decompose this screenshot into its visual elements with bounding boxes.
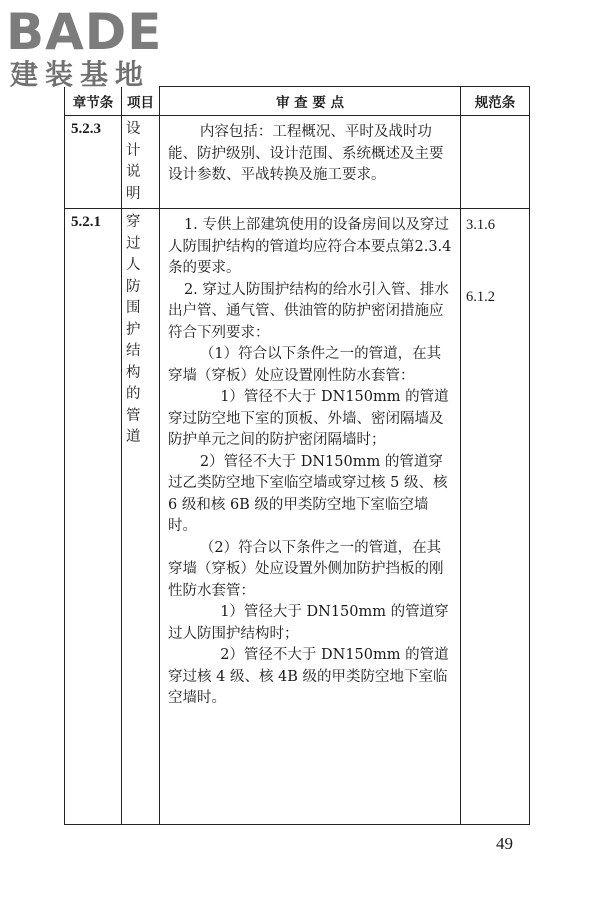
review-points-cell [160,209,461,825]
spec-clause-cell [461,209,530,825]
item-cell: 设计说明 [122,116,160,209]
content-paragraph: 1）管径大于 DN150mm 的管道穿过人防围护结构时； [168,604,449,642]
section-cell: 5.2.3 [65,116,122,209]
logo-subtitle: 建装基地 [10,58,151,91]
header-review-points: 审 查 要 点 [160,87,461,116]
spec-clause-ref: 6.1.2 [466,289,495,305]
logo-brand-text: BADE [6,3,163,61]
content-paragraph: 1）管径不大于 DN150mm 的管道穿过防空地下室的顶板、外墙、密闭隔墙及防护单元之间的防护密闭隔墙时； [168,389,449,448]
review-table [64,86,530,825]
table-row [65,116,530,209]
content-paragraph: 2. 穿过人防围护结构的给水引入管、排水出户管、通气管、供油管的防护密闭措施应符合下列要求： [168,281,449,341]
header-item: 项目 [122,87,160,116]
header-spec-clause: 规范条 [461,87,530,116]
review-points-cell [160,116,461,209]
item-cell: 穿过人防围护结构的管道 [122,209,160,825]
section-cell: 5.2.1 [65,209,122,825]
content-paragraph: 1. 专供上部建筑使用的设备房间以及穿过人防围护结构的管道均应符合本要点第2.3.4 条的要求。 [168,217,452,276]
page-number: 49 [496,834,513,853]
table-row [65,209,530,825]
content-paragraph: （2）符合以下条件之一的管道，在其穿墙（穿板）处应设置外侧加防护挡板的刚性防水套管： [168,539,444,599]
bade-logo [6,4,186,96]
content-paragraph: 2）管径不大于 DN150mm 的管道穿过核 4 级、核 4B 级的甲类防空地下室临空墙时。 [168,647,449,706]
content-paragraph: 2）管径不大于 DN150mm 的管道穿过乙类防空地下室临空墙或穿过核 5 级、核 6 级和核 6B 级的甲类防空地下室临空墙时。 [168,453,448,534]
table-header-row [65,87,530,116]
content-paragraph: （1）符合以下条件之一的管道，在其穿墙（穿板）处应设置刚性防水套管： [168,346,442,384]
spec-clause-cell [461,116,530,209]
spec-clause-ref: 3.1.6 [466,217,495,233]
review-table-container [64,86,529,820]
content-paragraph: 内容包括：工程概况、平时及战时功能、防护级别、设计范围、系统概述及主要设计参数、平战转换及施工要求。 [168,124,444,183]
header-section: 章节条 [65,87,122,116]
